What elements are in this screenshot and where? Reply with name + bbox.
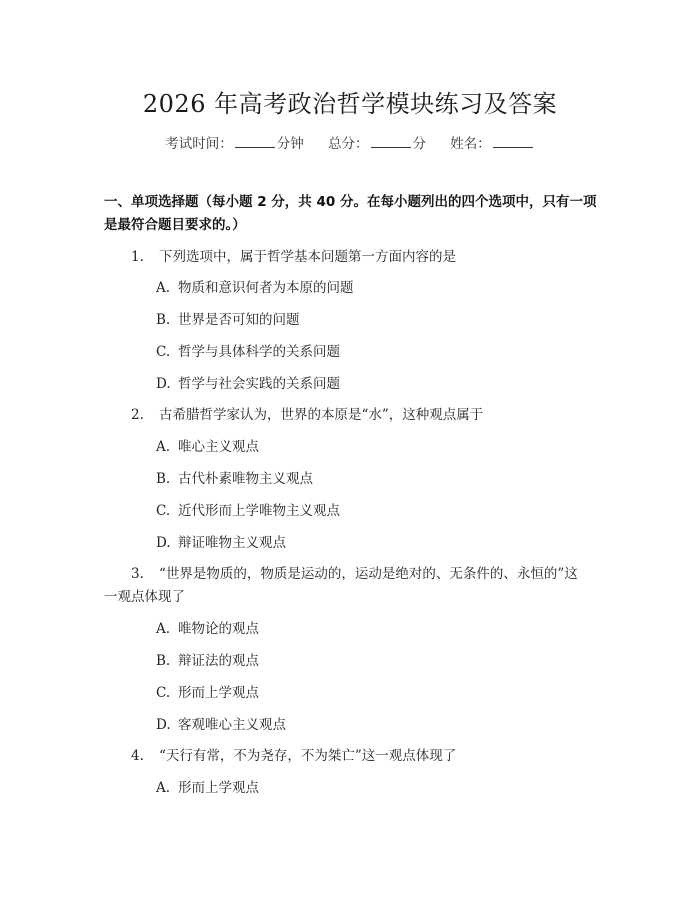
- q2-option-c: [156, 499, 340, 519]
- option-letter: B.: [156, 312, 171, 328]
- option-text: 辩证唯物主义观点: [178, 535, 286, 551]
- option-letter: A.: [156, 621, 171, 637]
- option-text: 形而上学观点: [178, 685, 259, 701]
- section-heading: 一、单项选择题（每小题 2 分，共 40 分。在每小题列出的四个选项中，只有一项是最符合题目要求的。）: [104, 194, 597, 233]
- q1-option-d: [156, 372, 340, 392]
- question-number: 3.: [131, 566, 144, 582]
- question-4: [131, 744, 456, 764]
- question-stem: “世界是物质的，物质是运动的，运动是绝对的、无条件的、永恒的”这: [159, 566, 578, 582]
- total-score-label: 总分：: [328, 136, 369, 152]
- option-text: 古代朴素唯物主义观点: [178, 471, 313, 487]
- option-text: 哲学与具体科学的关系问题: [178, 344, 340, 360]
- question-stem: 下列选项中，属于哲学基本问题第一方面内容的是: [159, 249, 456, 265]
- option-text: 哲学与社会实践的关系问题: [178, 376, 340, 392]
- exam-time-blank: [235, 135, 275, 148]
- option-letter: C.: [156, 685, 171, 701]
- option-text: 唯物论的观点: [178, 621, 259, 637]
- option-letter: D.: [156, 376, 171, 392]
- q1-option-b: [156, 308, 300, 328]
- option-letter: A.: [156, 280, 171, 296]
- name-blank: [493, 135, 533, 148]
- option-letter: A.: [156, 439, 171, 455]
- question-stem: 古希腊哲学家认为，世界的本原是“水”，这种观点属于: [159, 407, 484, 423]
- q1-option-a: [156, 276, 354, 296]
- q3-option-c: [156, 681, 259, 701]
- question-3-continued: 一观点体现了: [104, 589, 185, 605]
- option-text: 唯心主义观点: [178, 439, 259, 455]
- q2-option-b: [156, 467, 313, 487]
- option-letter: C.: [156, 503, 171, 519]
- total-score-field: [328, 132, 426, 152]
- option-letter: B.: [156, 471, 171, 487]
- exam-time-unit: 分钟: [276, 136, 304, 152]
- q2-option-a: [156, 435, 259, 455]
- total-score-unit: 分: [412, 136, 426, 152]
- option-letter: D.: [156, 717, 171, 733]
- option-text: 世界是否可知的问题: [178, 312, 300, 328]
- option-text: 形而上学观点: [178, 780, 259, 796]
- question-stem: “天行有常，不为尧存，不为桀亡”这一观点体现了: [159, 748, 457, 764]
- q1-option-c: [156, 340, 340, 360]
- option-letter: A.: [156, 780, 171, 796]
- page-title: 2026 年高考政治哲学模块练习及答案: [142, 90, 558, 118]
- q3-option-b: [156, 649, 259, 669]
- q3-option-a: [156, 617, 259, 637]
- q4-option-a: [156, 776, 259, 796]
- option-letter: D.: [156, 535, 171, 551]
- question-1: [131, 245, 456, 265]
- total-score-blank: [371, 135, 411, 148]
- option-letter: C.: [156, 344, 171, 360]
- exam-time-field: [165, 132, 304, 152]
- name-field: [450, 132, 535, 152]
- option-letter: B.: [156, 653, 171, 669]
- question-2: [131, 403, 483, 423]
- option-text: 辩证法的观点: [178, 653, 259, 669]
- question-number: 2.: [131, 407, 144, 423]
- q2-option-d: [156, 531, 286, 551]
- exam-meta: [0, 132, 700, 152]
- q3-option-d: [156, 713, 286, 733]
- option-text: 近代形而上学唯物主义观点: [178, 503, 340, 519]
- question-3: [131, 562, 578, 582]
- name-label: 姓名：: [450, 136, 491, 152]
- exam-time-label: 考试时间：: [165, 136, 233, 152]
- question-number: 1.: [131, 249, 144, 265]
- option-text: 物质和意识何者为本原的问题: [178, 280, 354, 296]
- question-number: 4.: [131, 748, 144, 764]
- option-text: 客观唯心主义观点: [178, 717, 286, 733]
